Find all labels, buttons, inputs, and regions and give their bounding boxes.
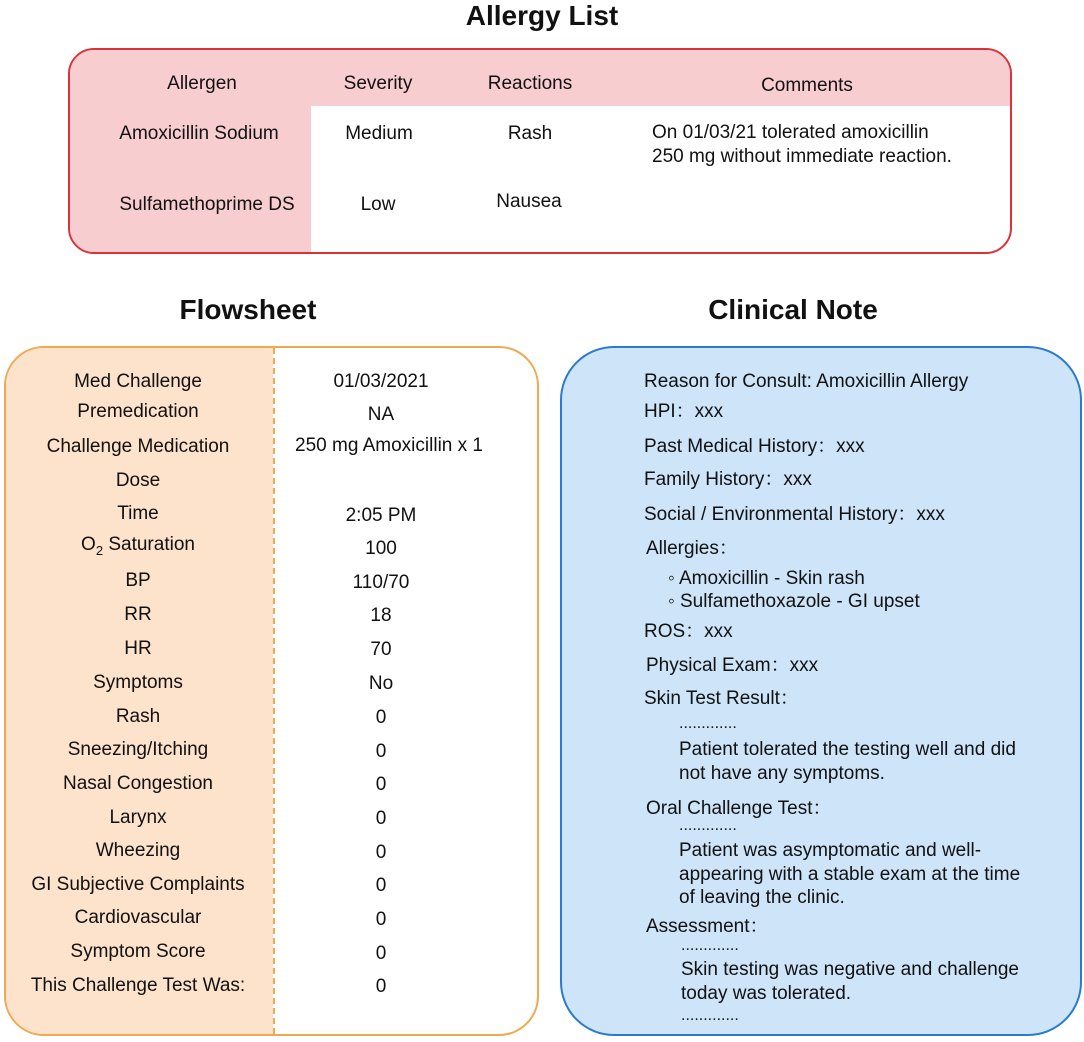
note-reason: Reason for Consult: Amoxicillin Allergy [644, 371, 969, 392]
allergy-list-title: Allergy List [465, 0, 619, 31]
note-physical-exam: Physical Exam：xxx [646, 655, 819, 676]
note-allergy-item-1: ◦ Amoxicillin - Skin rash [668, 568, 865, 589]
flow-label-challenge-medication: Challenge Medication [46, 436, 230, 457]
note-oral-line-3: of leaving the clinic. [679, 887, 845, 908]
flow-label-wheezing: Wheezing [95, 840, 181, 861]
allergy-row-1-allergen: Amoxicillin Sodium [119, 123, 279, 144]
flow-value-nasal-congestion: 0 [375, 774, 387, 795]
flow-label-hr: HR [124, 638, 152, 659]
allergy-row-2-severity: Low [360, 194, 396, 215]
flow-value-premedication: NA [367, 404, 395, 425]
flow-value-gi-complaints: 0 [375, 875, 387, 896]
flow-label-sneezing-itching: Sneezing/Itching [67, 739, 209, 760]
flow-label-nasal-congestion: Nasal Congestion [63, 773, 213, 794]
flow-label-cardiovascular: Cardiovascular [74, 907, 202, 928]
flow-label-rr: RR [124, 604, 152, 625]
allergy-row-1-reactions: Rash [507, 123, 553, 144]
flow-label-med-challenge: Med Challenge [74, 371, 202, 392]
allergy-row-2-reactions: Nausea [496, 191, 562, 212]
allergy-row-1-severity: Medium [345, 123, 413, 144]
flow-label-premedication: Premedication [77, 401, 199, 422]
flow-value-rr: 18 [370, 605, 392, 626]
note-assessment: Assessment： [646, 916, 769, 937]
note-skin-test-line-2: not have any symptoms. [679, 763, 885, 784]
note-assessment-line-2: today was tolerated. [681, 983, 852, 1004]
note-skin-test-line-1: Patient tolerated the testing well and did [679, 739, 1016, 760]
flow-label-time: Time [117, 503, 159, 524]
header-severity: Severity [343, 73, 413, 94]
note-oral-line-2: appearing with a stable exam at the time [679, 864, 1021, 885]
flow-label-gi-complaints: GI Subjective Complaints [31, 874, 245, 895]
flow-value-cardiovascular: 0 [375, 909, 387, 930]
flow-label-symptoms: Symptoms [93, 672, 183, 693]
flowsheet-divider [273, 348, 275, 1034]
flow-value-symptom-score: 0 [375, 943, 387, 964]
flow-value-hr: 70 [370, 639, 392, 660]
flow-value-challenge-result: 0 [375, 976, 387, 997]
flow-value-bp: 110/70 [352, 572, 410, 593]
flow-value-time: 2:05 PM [345, 505, 417, 526]
header-reactions: Reactions [487, 73, 573, 94]
note-skin-test: Skin Test Result： [644, 688, 799, 709]
note-pmh: Past Medical History：xxx [644, 436, 865, 457]
flow-value-o2-saturation: 100 [365, 538, 397, 559]
note-assessment-dots-2: ............. [681, 1007, 739, 1024]
note-assessment-line-1: Skin testing was negative and challenge [681, 959, 1020, 980]
flow-value-challenge-medication: 250 mg Amoxicillin x 1 [295, 435, 483, 456]
clinical-note-title: Clinical Note [708, 294, 878, 325]
note-skin-test-dots: ............. [679, 715, 737, 732]
flow-value-larynx: 0 [375, 808, 387, 829]
header-allergen: Allergen [167, 73, 237, 94]
flow-value-rash: 0 [375, 707, 387, 728]
note-oral-challenge-dots: ............. [679, 817, 737, 834]
header-comments: Comments [761, 75, 853, 96]
note-family-history: Family History：xxx [644, 469, 812, 490]
flow-label-dose: Dose [115, 470, 161, 491]
note-social-history: Social / Environmental History：xxx [644, 504, 945, 525]
flow-label-challenge-result: This Challenge Test Was: [30, 975, 246, 996]
flow-value-symptoms: No [368, 673, 394, 694]
flow-label-bp: BP [125, 570, 151, 591]
flow-label-symptom-score: Symptom Score [70, 941, 206, 962]
note-allergy-item-2: ◦ Sulfamethoxazole - GI upset [668, 591, 920, 612]
flow-label-o2-saturation: $O_2$ Saturation [81, 534, 195, 558]
flow-label-larynx: Larynx [109, 807, 167, 828]
note-oral-challenge: Oral Challenge Test： [646, 798, 832, 819]
flowsheet-title: Flowsheet [179, 294, 317, 325]
flow-value-med-challenge: 01/03/2021 [333, 371, 429, 392]
flow-value-wheezing: 0 [375, 842, 387, 863]
note-assessment-dots-1: ............. [681, 937, 739, 954]
allergy-row-1-comment-line1: On 01/03/21 tolerated amoxicillin [652, 122, 929, 143]
note-ros: ROS：xxx [644, 621, 733, 642]
allergy-row-1-comment-line2: 250 mg without immediate reaction. [652, 146, 952, 167]
flow-value-sneezing-itching: 0 [375, 741, 387, 762]
allergy-row-2-allergen: Sulfamethoprime DS [119, 194, 295, 215]
flow-label-rash: Rash [115, 706, 161, 727]
note-allergies: Allergies： [646, 538, 738, 559]
note-hpi: HPI：xxx [644, 401, 724, 422]
note-oral-line-1: Patient was asymptomatic and well- [679, 840, 982, 861]
